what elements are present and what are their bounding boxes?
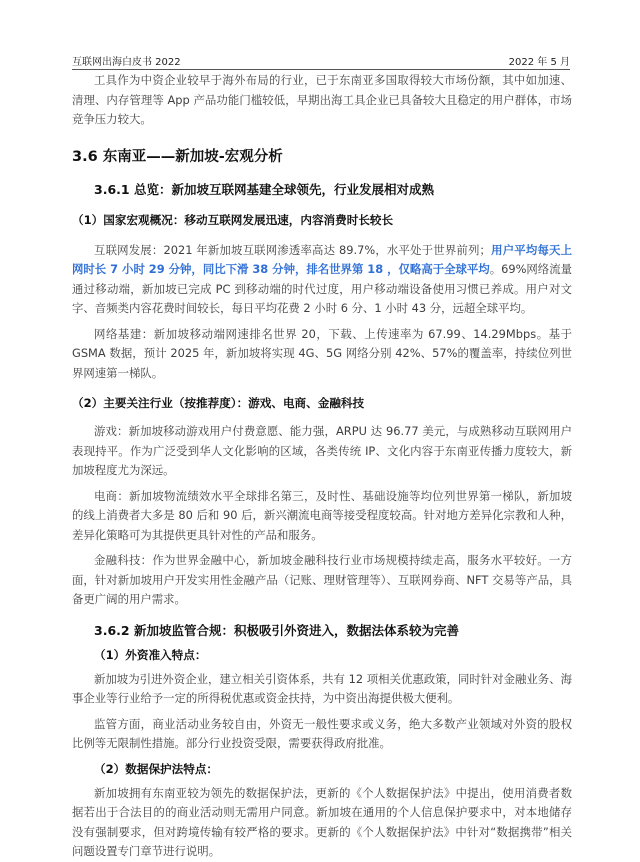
internet-development-paragraph — [72, 241, 572, 319]
page-content — [72, 70, 572, 862]
header-date: 2022 年 5 月 — [508, 57, 570, 68]
foreign-investment-paragraph-2: 监管方面，商业活动业务较自由，外资无一般性要求或义务，绝大多数产业领域对外资的股权比例等无限制性措施。部分行业投资受限，需要获得政府批准。 — [72, 716, 572, 750]
macro-heading: （1）国家宏观概况：移动互联网发展迅速，内容消费时长较长 — [72, 212, 394, 227]
page-header — [72, 50, 570, 68]
game-paragraph: 游戏：新加坡移动游戏用户付费意愿、能力强，ARPU 达 96.77 美元，与成熟移动互联网用户表现持平。作为广泛受到华人文化影响的区域，各类传统 IP、文化内容于东南亚传播力度较大，新加坡程度尤为深远。 — [72, 424, 572, 477]
intro-paragraph: 工具作为中资企业较早于海外布局的行业，已于东南亚多国取得较大市场份额，其中如加速、清理、内存管理等 App 产品功能门槛较低，早期出海工具企业已具备较大且稳定的用户群体，市场竞争压力较大。 — [72, 73, 572, 126]
network-infrastructure-paragraph: 网络基建：新加坡移动端网速排名世界 20，下载、上传速率为 67.99、14.29Mbps。基于 GSMA 数据，预计 2025 年，新加坡将实现 4G、5G 网络分别 42%、57%的覆盖率，持续位列世界网速第一梯队。 — [72, 326, 572, 380]
ecommerce-paragraph: 电商：新加坡物流绩效水平全球排名第三，及时性、基础设施等均位列世界第一梯队，新加坡的线上消费者大多是 80 后和 90 后，新兴潮流电商等接受程度较高。针对地方差异化宗教和人种，差异化策略可为其提供更具针对性的产品和服务。 — [72, 488, 572, 542]
fintech-paragraph: 金融科技：作为世界金融中心，新加坡金融科技行业市场规模持续走高，服务水平较好。一方面，针对新加坡用户开发实用性金融产品（记账、理财管理等）、互联网券商、NFT 交易等产品，具备更广阔的用户需求。 — [72, 553, 572, 606]
data-protection-heading: （2）数据保护法特点： — [94, 761, 219, 776]
header-title: 互联网出海白皮书 2022 — [72, 57, 181, 68]
subsection-title-3-6-1: 3.6.1 总览：新加坡互联网基建全球领先，行业发展相对成熟 — [94, 181, 434, 197]
section-title: 3.6 东南亚——新加坡-宏观分析 — [72, 148, 283, 165]
data-protection-paragraph: 新加坡拥有东南亚较为领先的数据保护法，更新的《个人数据保护法》中提出，使用消费者数据若出于合法目的的商业活动则无需用户同意。新加坡在通用的个人信息保护要求中，对本地储存没有强制要求，但对跨境传输有较严格的要求。更新的《个人数据保护法》中针对“数据携带”相关问题设置专门章节进行说明。 — [72, 785, 572, 858]
foreign-investment-heading: （1）外资准入特点： — [94, 647, 207, 662]
foreign-investment-paragraph-1: 新加坡为引进外资企业，建立相关引资体系，共有 12 项相关优惠政策，同时针对金融业务、海事企业等行业给予一定的所得税优惠或资金扶持，为中资出海提供极大便利。 — [72, 671, 572, 705]
internet-development-text-a: 互联网发展：2021 年新加坡互联网渗透率高达 89.7%，水平处于世界前列； — [94, 242, 491, 257]
internet-development-highlight: 用户平均每天上网时长 7 小时 29 分钟，同比下滑 38 分钟，排名世界第 18 ，仅略高于全球平均 — [72, 242, 572, 276]
industry-heading: （2）主要关注行业（按推荐度）：游戏、电商、金融科技 — [72, 396, 365, 410]
subsection-title-3-6-2: 3.6.2 新加坡监管合规：积极吸引外资进入，数据法体系较为完善 — [94, 622, 459, 638]
internet-development-text-b: 。69%网络流量通过移动端，新加坡已完成 PC 到移动端的时代过度，用户移动端设备使用习惯已养成。用户对文字、音频类内容花费时间较长，每日平均花费 2 小时 6 分、1 小时 43 分，远超全球平均。 — [72, 262, 572, 315]
